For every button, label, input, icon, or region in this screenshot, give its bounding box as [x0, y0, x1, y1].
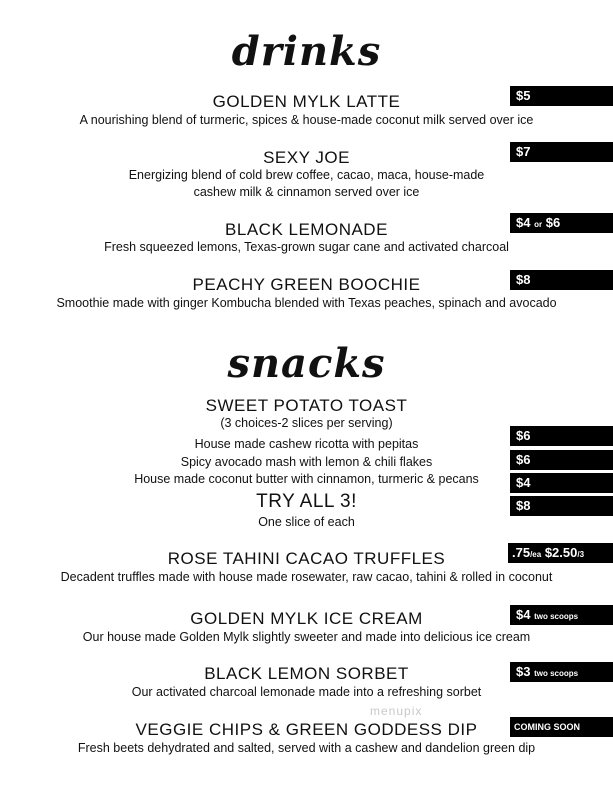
price-tag: $6 — [510, 450, 613, 470]
menu-item-description: Fresh squeezed lemons, Texas-grown sugar cane and activated charcoal — [104, 240, 509, 254]
menu-item-title: TRY ALL 3! — [256, 491, 357, 512]
menu-item-title: VEGGIE CHIPS & GREEN GODDESS DIP — [135, 720, 478, 739]
price-tag — [510, 213, 613, 233]
price-tag — [510, 662, 613, 682]
menu-item-description: Smoothie made with ginger Kombucha blended with Texas peaches, spinach and avocado — [56, 296, 557, 310]
price-tag: $5 — [510, 86, 613, 106]
price-value: $6 — [545, 215, 561, 230]
toast-option: House made coconut butter with cinnamon, turmeric & pecans — [134, 472, 479, 486]
price-note: two scoops — [534, 612, 579, 621]
price-or-label: or — [534, 220, 543, 229]
price-note: two scoops — [534, 669, 579, 678]
snacks-heading: snacks — [227, 340, 386, 387]
toast-option: House made cashew ricotta with pepitas — [194, 437, 419, 451]
price-value: $3 — [516, 664, 531, 679]
menu-item-description: cashew milk & cinnamon served over ice — [193, 185, 420, 199]
menu-item-title: BLACK LEMON SORBET — [204, 664, 409, 683]
menu-item-description: Our house made Golden Mylk slightly sweeter and made into delicious ice cream — [82, 630, 531, 644]
toast-option: Spicy avocado mash with lemon & chili flakes — [180, 455, 433, 469]
menu-item-title: GOLDEN MYLK LATTE — [212, 92, 401, 111]
price-value: .75 — [512, 545, 531, 560]
watermark: menupix — [370, 704, 423, 718]
price-tag — [508, 543, 613, 563]
drinks-heading: drinks — [231, 28, 382, 75]
menu-item-description: Our activated charcoal lemonade made into a refreshing sorbet — [131, 685, 482, 699]
price-value: $4 — [516, 215, 531, 230]
price-tag: $7 — [510, 142, 613, 162]
menu-item-title: GOLDEN MYLK ICE CREAM — [190, 609, 423, 628]
menu-item-title: SWEET POTATO TOAST — [205, 396, 408, 415]
price-tag: $6 — [510, 426, 613, 446]
menu-item-description: Decadent truffles made with house made rosewater, raw cacao, tahini & rolled in coconut — [60, 570, 553, 584]
menu-item-subtitle: One slice of each — [258, 515, 355, 529]
price-unit: /3 — [577, 550, 585, 559]
menu-item-description: Fresh beets dehydrated and salted, served with a cashew and dandelion green dip — [77, 741, 536, 755]
menu-item-title: PEACHY GREEN BOOCHIE — [192, 275, 421, 294]
price-tag-coming-soon: COMING SOON — [510, 717, 613, 737]
price-tag — [510, 605, 613, 625]
price-tag: $8 — [510, 496, 613, 516]
price-value: $4 — [516, 607, 531, 622]
price-tag: $8 — [510, 270, 613, 290]
menu-item-description: A nourishing blend of turmeric, spices & house-made coconut milk served over ice — [79, 113, 534, 127]
menu-item-description: Energizing blend of cold brew coffee, cacao, maca, house-made — [128, 168, 485, 182]
price-value: $2.50 — [544, 545, 578, 560]
menu-item-title: BLACK LEMONADE — [225, 220, 388, 239]
menu-item-subtitle: (3 choices-2 slices per serving) — [220, 416, 393, 430]
menu-item-title: ROSE TAHINI CACAO TRUFFLES — [167, 549, 446, 568]
menu-item-title: SEXY JOE — [263, 148, 350, 167]
price-tag: $4 — [510, 473, 613, 493]
price-unit: /ea — [530, 550, 542, 559]
